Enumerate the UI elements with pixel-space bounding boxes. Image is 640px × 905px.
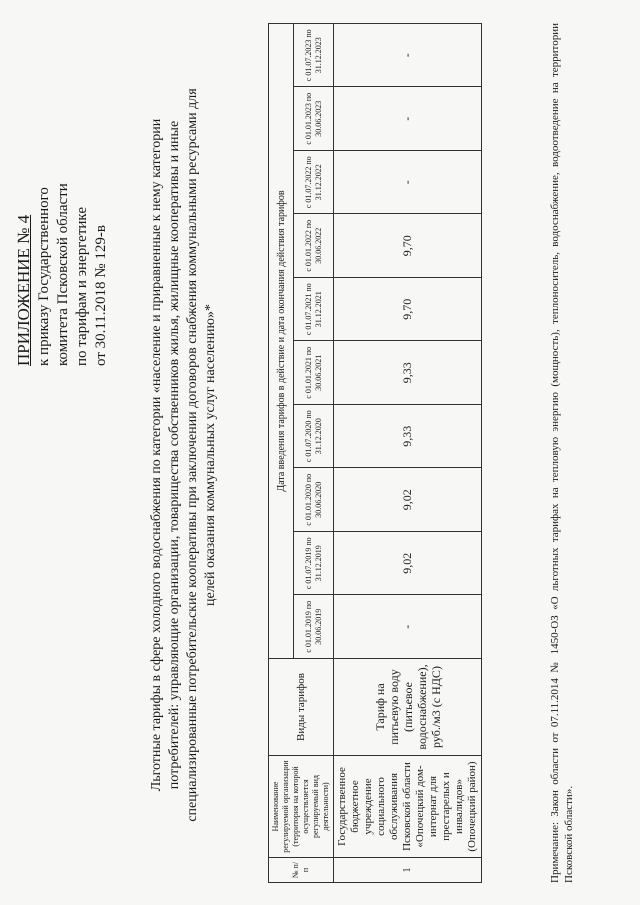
tariff-value: -: [334, 87, 482, 151]
appendix-line: к приказу Государственного: [36, 187, 52, 366]
header-period: с 01.07.2020 по 31.12.2020: [294, 405, 334, 469]
appendix-block: [14, 66, 111, 366]
header-period: с 01.01.2022 по 30.06.2022: [294, 214, 334, 278]
tariff-value: -: [334, 595, 482, 659]
footnote: Примечание: Закон области от 07.11.2014 № 1450-ОЗ «О льготных тарифах на тепловую энергию (мощность), теплоноситель, водоснабжение, водоотведение на территории Псковской области».: [549, 23, 575, 883]
appendix-line: от 30.11.2018 № 129-в: [93, 225, 109, 366]
row-number: 1: [334, 858, 482, 883]
tariff-value: 9,33: [334, 341, 482, 405]
header-organization: Наименование регулируемой организации (территория на которой осуществляется регулируемый вид деятельности): [269, 756, 334, 858]
tariff-value: 9,70: [334, 214, 482, 278]
table-header-row: [269, 24, 294, 883]
row-tariff-kind: Тариф на питьевую воду (питьевое водоснабжение), руб./м3 (с НДС): [334, 659, 482, 756]
tariff-table: [268, 23, 482, 883]
header-period: с 01.07.2022 по 31.12.2022: [294, 151, 334, 215]
document-title: Льготные тарифы в сфере холодного водоснабжения по категории «население и приравненные к нему категории потребителей: управляющие организации, товарищества собственников жилья, жилищные кооперативы и иные специализированные потребительские кооперативы при заключении договоров снабжения коммунальными ресурсами для целей оказания коммунальных услуг населению»*: [149, 88, 218, 822]
row-organization: Государственное бюджетное учреждение социального обслуживания Псковской области «Опочецкий дом-интернат для престарелых и инвалидов» (Опочецкий район): [334, 756, 482, 858]
header-period: с 01.01.2019 по 30.06.2019: [294, 595, 334, 659]
table-row: [334, 24, 482, 883]
header-number: № п/п: [269, 858, 334, 883]
tariff-value: 9,02: [334, 468, 482, 532]
header-period: с 01.01.2021 по 30.06.2021: [294, 341, 334, 405]
header-period: с 01.07.2023 по 31.12.2023: [294, 24, 334, 88]
tariff-value: 9,02: [334, 532, 482, 596]
header-period: с 01.01.2020 по 30.06.2020: [294, 468, 334, 532]
appendix-line: по тарифам и энергетике: [74, 207, 90, 366]
header-period: с 01.07.2021 по 31.12.2021: [294, 278, 334, 342]
appendix-line: комитета Псковской области: [55, 183, 71, 366]
header-dates: Дата введения тарифов в действие и дата окончания действия тарифов: [269, 24, 294, 659]
tariff-value: -: [334, 24, 482, 88]
appendix-heading: ПРИЛОЖЕНИЕ № 4: [14, 214, 33, 366]
tariff-value: 9,70: [334, 278, 482, 342]
tariff-value: -: [334, 151, 482, 215]
header-period: с 01.01.2023 по 30.06.2023: [294, 87, 334, 151]
tariff-value: 9,33: [334, 405, 482, 469]
header-tariff-kind: Виды тарифов: [269, 659, 334, 756]
header-period: с 01.07.2019 по 31.12.2019: [294, 532, 334, 596]
